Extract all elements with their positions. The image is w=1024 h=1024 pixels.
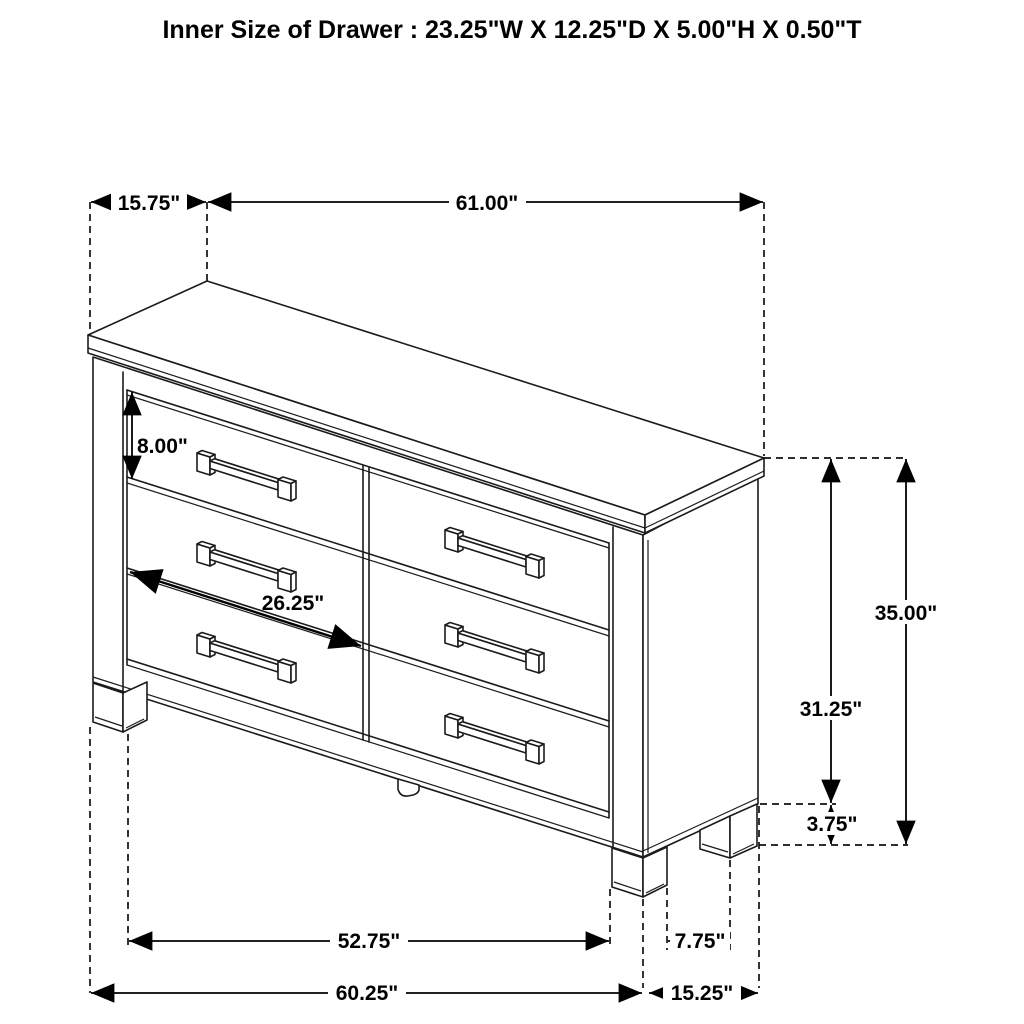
dim-drawer-front-width-label: 26.25": [261, 592, 325, 615]
dim-base-depth-label: 15.25": [670, 982, 734, 1005]
dim-case-height-label: 31.25": [799, 698, 863, 721]
dim-overall-height-label: 35.00": [874, 602, 938, 625]
dim-top-depth-label: 15.75": [117, 192, 181, 215]
dim-top-width-label: 61.00": [455, 192, 519, 215]
dim-leg-gap-depth-label: 7.75": [674, 930, 726, 953]
dim-leg-height-label: 3.75": [806, 813, 858, 836]
dim-base-width-label: 60.25": [335, 982, 399, 1005]
dim-drawer-opening-height-label: 8.00": [137, 435, 188, 458]
dim-front-leg-span-label: 52.75": [337, 930, 401, 953]
diagram-title: Inner Size of Drawer : 23.25"W X 12.25"D X 5.00"H X 0.50"T: [162, 16, 862, 44]
cabinet-side-panel: [643, 474, 758, 857]
